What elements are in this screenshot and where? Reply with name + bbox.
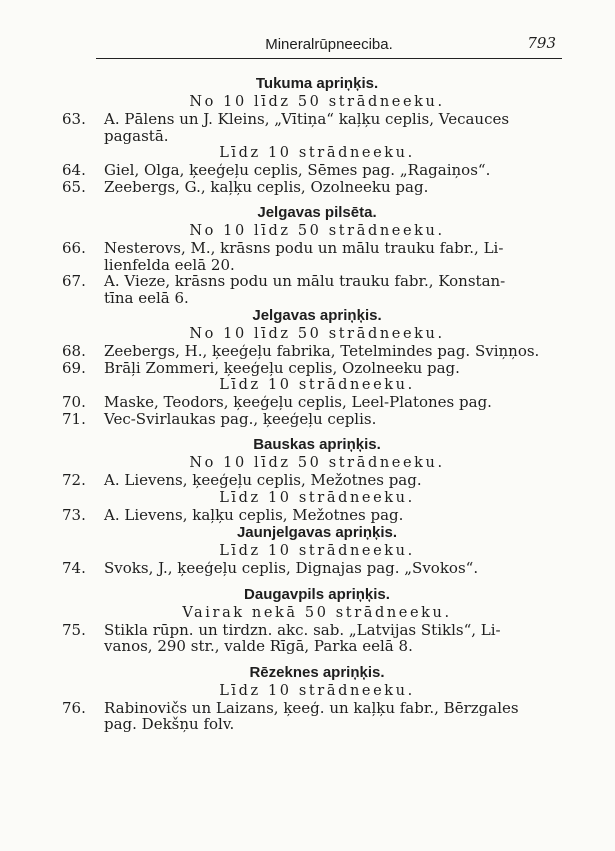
entry-text bbox=[104, 343, 572, 360]
workforce-range-heading: No 10 līdz 50 strādneeku. bbox=[189, 223, 445, 239]
entry-text bbox=[104, 394, 572, 411]
entry-line: Stikla rūpn. un tirdzn. akc. sab. „Latvijas Stikls“, Li- bbox=[104, 620, 501, 639]
workforce-range-heading: No 10 līdz 50 strādneeku. bbox=[189, 94, 445, 110]
list-item bbox=[62, 472, 572, 489]
spacer bbox=[62, 577, 572, 585]
list-item bbox=[62, 360, 572, 377]
entry-line: Zeebergs, H., ķeeģeļu fabrika, Tetelmindes pag. Sviņņos. bbox=[104, 342, 540, 360]
page-body bbox=[62, 74, 572, 733]
entry-line: A. Lievens, ķeeģeļu ceplis, Mežotnes pag. bbox=[104, 471, 422, 489]
region-heading: Rēzeknes apriņķis. bbox=[249, 663, 385, 681]
entry-line: Rabinovičs un Laizans, ķeeģ. un kaļķu fabr., Bērzgales bbox=[104, 698, 519, 717]
entry-line: Giel, Olga, ķeeģeļu ceplis, Sēmes pag. „Ragaiņos“. bbox=[104, 161, 491, 179]
entry-text bbox=[104, 179, 572, 196]
list-item bbox=[62, 507, 572, 524]
entry-number: 72. bbox=[62, 471, 86, 489]
entry-number: 63. bbox=[62, 110, 86, 128]
entry-line: tīna eelā 6. bbox=[104, 288, 189, 307]
entry-text bbox=[104, 560, 572, 577]
entry-text bbox=[104, 507, 572, 524]
list-item bbox=[62, 622, 572, 655]
entry-line: pag. Dekšņu folv. bbox=[104, 715, 235, 733]
workforce-range-heading: Līdz 10 strādneeku. bbox=[219, 145, 415, 161]
entry-number: 71. bbox=[62, 409, 86, 428]
entry-line: pagastā. bbox=[104, 126, 169, 145]
list-item bbox=[62, 560, 572, 577]
list-item bbox=[62, 179, 572, 196]
entry-number: 75. bbox=[62, 620, 86, 639]
page-header bbox=[96, 32, 562, 59]
list-item bbox=[62, 700, 572, 733]
workforce-range-heading: Vairak nekā 50 strādneeku. bbox=[182, 604, 452, 621]
region-heading: Bauskas apriņķis. bbox=[253, 436, 381, 453]
entry-text bbox=[104, 411, 572, 428]
entry-number: 74. bbox=[62, 559, 86, 577]
region-heading: Tukuma apriņķis. bbox=[255, 75, 379, 92]
spacer bbox=[62, 195, 572, 203]
workforce-range-heading: Līdz 10 strādneeku. bbox=[219, 489, 415, 506]
entry-text bbox=[104, 240, 572, 273]
page-number: 793 bbox=[527, 34, 556, 52]
entry-number: 73. bbox=[62, 505, 86, 524]
entry-text bbox=[104, 162, 572, 179]
list-item bbox=[62, 111, 572, 144]
entry-line: Maske, Teodors, ķeeģeļu ceplis, Leel-Platones pag. bbox=[104, 393, 492, 411]
entry-number: 68. bbox=[62, 342, 86, 360]
entry-line: A. Lievens, kaļķu ceplis, Mežotnes pag. bbox=[104, 505, 404, 524]
entry-text bbox=[104, 622, 572, 655]
list-item bbox=[62, 273, 572, 306]
entry-number: 65. bbox=[62, 177, 86, 196]
entry-number: 64. bbox=[62, 161, 86, 179]
entry-line: Vec-Svirlaukas pag., ķeeģeļu ceplis. bbox=[104, 409, 377, 428]
list-item bbox=[62, 162, 572, 179]
entry-text bbox=[104, 700, 572, 733]
spacer bbox=[62, 427, 572, 435]
list-item bbox=[62, 394, 572, 411]
entry-text bbox=[104, 273, 572, 306]
entry-text bbox=[104, 360, 572, 377]
workforce-range-heading: Līdz 10 strādneeku. bbox=[219, 682, 415, 699]
workforce-range-heading: Līdz 10 strādneeku. bbox=[219, 377, 415, 393]
entry-line: A. Pālens un J. Kleins, „Vītiņa“ kaļķu ceplis, Vecauces bbox=[104, 110, 510, 128]
entry-number: 76. bbox=[62, 698, 86, 717]
region-heading: Daugavpils apriņķis. bbox=[244, 585, 390, 603]
entry-number: 66. bbox=[62, 239, 86, 257]
list-item bbox=[62, 343, 572, 360]
entry-line: Nesterovs, M., krāsns podu un mālu trauku fabr., Li- bbox=[104, 239, 504, 257]
region-heading: Jaunjelgavas apriņķis. bbox=[236, 524, 398, 541]
workforce-range-heading: No 10 līdz 50 strādneeku. bbox=[189, 326, 445, 342]
entry-line: Zeebergs, G., kaļķu ceplis, Ozolneeku pag. bbox=[104, 177, 429, 196]
entry-text bbox=[104, 111, 572, 144]
workforce-range-heading: No 10 līdz 50 strādneeku. bbox=[189, 455, 445, 471]
running-title: Mineralrūpneeciba. bbox=[265, 36, 393, 53]
list-item bbox=[62, 411, 572, 428]
entry-number: 69. bbox=[62, 358, 86, 377]
workforce-range-heading: Līdz 10 strādneeku. bbox=[219, 543, 415, 559]
entry-line: A. Vieze, krāsns podu un mālu trauku fabr., Konstan- bbox=[104, 272, 506, 290]
entry-line: Svoks, J., ķeeģeļu ceplis, Dignajas pag. „Svokos“. bbox=[104, 559, 479, 577]
list-item bbox=[62, 240, 572, 273]
region-heading: Jelgavas pilsēta. bbox=[257, 204, 377, 221]
entry-number: 70. bbox=[62, 393, 86, 411]
entry-line: vanos, 290 str., valde Rīgā, Parka eelā 8. bbox=[104, 637, 413, 655]
entry-line: Brāļi Zommeri, ķeeģeļu ceplis, Ozolneeku pag. bbox=[104, 358, 460, 377]
spacer bbox=[62, 655, 572, 663]
entry-line: lienfelda eelā 20. bbox=[104, 255, 235, 274]
region-heading: Jelgavas apriņķis. bbox=[252, 307, 382, 324]
entry-text bbox=[104, 472, 572, 489]
entry-number: 67. bbox=[62, 272, 86, 290]
